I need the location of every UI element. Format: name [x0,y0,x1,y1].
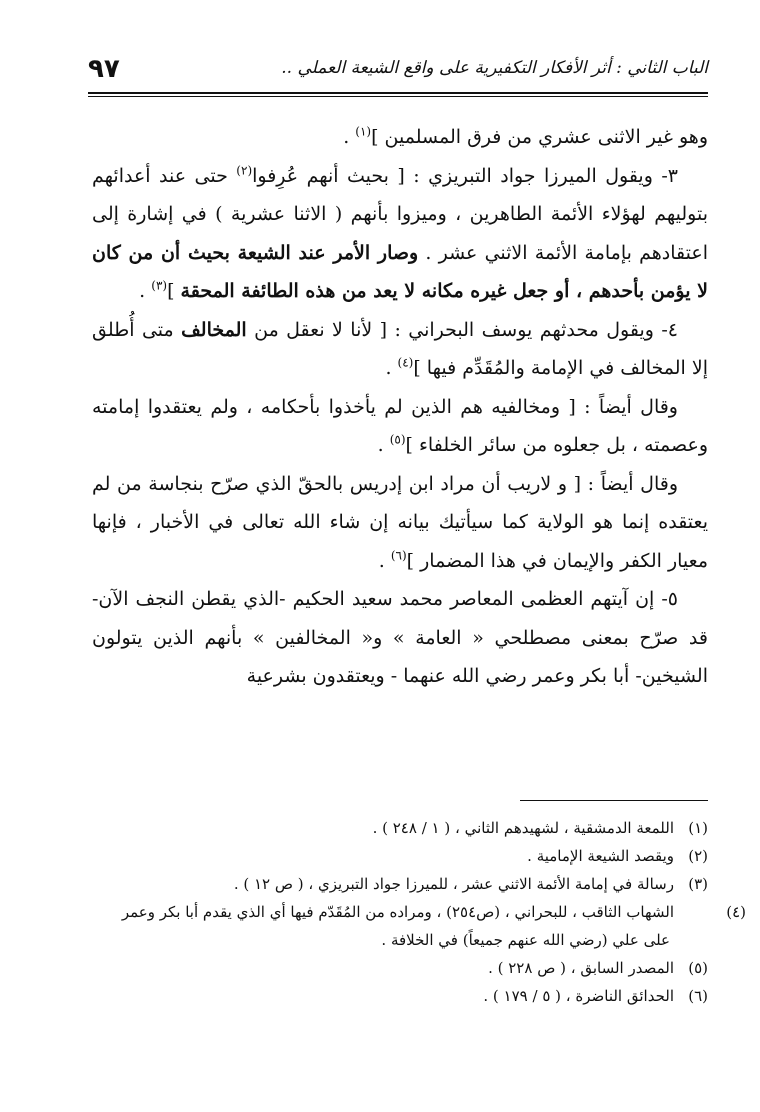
bold-emphasis: المخالف [181,318,247,341]
footnote-ref: (٤) [397,355,414,370]
footnote-ref: (٦) [390,548,407,563]
footnote-item: (١)اللمعة الدمشقية ، لشهيدهم الثاني ، ( ١ / ٢٤٨ ) . [372,819,708,837]
paragraph-3: ٤- ويقول محدثهم يوسف البحراني : [ لأنا لا نعقل من المخالف متى أُطلق إلا المخالف في الإمامة والمُقَدِّم فيها ]$^{(٤)}$ . [92,318,708,379]
page-header [88,52,708,88]
footnote-ref: (١) [355,124,372,139]
paragraph-2: ٣- ويقول الميرزا جواد التبريزي : [ بحيث أنهم عُرِفوا$^{(٢)}$ حتى عند أعدائهم بتوليهم لهؤلاء الأئمة الطاهرين ، وميزوا بأنهم ( الاثنا عشرية ) في إشارة إلى اعتقادهم بإمامة الأئمة الاثني عشر . وصار الأمر عند الشيعة بحيث أن من كان لا يؤمن بأحدهم ، أو جعل غيره مكانه لا يعد من هذه الطائفة المحقة ]$^{(٣)}$ . [92,163,708,302]
footnote-item: (٣)رسالة في إمامة الأئمة الاثني عشر ، للميرزا جواد التبريزي ، ( ص ١٢ ) . [233,875,708,893]
header-rule [88,92,708,94]
footnote-separator [520,800,708,801]
running-title: الباب الثاني : أثر الأفكار التكفيرية على واقع الشيعة العملي .. [281,58,708,78]
page-number: ٩٧ [88,54,120,84]
footnote-ref: (٢) [236,163,253,178]
footnotes [96,814,746,1010]
footnote-ref: (٥) [389,432,406,447]
main-text [92,118,708,696]
footnote-item: (٥)المصدر السابق ، ( ص ٢٢٨ ) . [488,959,708,977]
paragraph-1: وهو غير الاثنى عشري من فرق المسلمين ]$^{(١)}$ . [343,124,708,148]
footnote-ref: (٣) [151,278,168,293]
bold-emphasis: وصار الأمر عند الشيعة بحيث أن من كان لا يؤمن بأحدهم ، أو جعل غيره مكانه لا يعد من هذه الطائفة المحقة [92,241,708,302]
footnote-item: (٦)الحدائق الناضرة ، ( ٥ / ١٧٩ ) . [483,987,708,1005]
paragraph-6: ٥- إن آيتهم العظمى المعاصر محمد سعيد الحكيم -الذي يقطن النجف الآن- قد صرّح بمعنى مصطلحي « العامة » و« المخالفين » بأنهم الذين يتولون الشيخين- أبا بكر وعمر رضي الله عنهما - ويعتقدون بشرعية [92,588,708,687]
paragraph-5: وقال أيضاً : [ و لاريب أن مراد ابن إدريس بالحقّ الذي صرّح بنجاسة من لم يعتقده إنما هو الولاية كما سيأتيك بيانه إن شاء الله تعالى في الأخبار ، فإنها معيار الكفر والإيمان في هذا المضمار ]$^{(٦)}$ . [92,472,708,572]
footnote-item: (٢)ويقصد الشيعة الإمامية . [527,847,708,865]
header-rule-thin [88,96,708,97]
paragraph-4: وقال أيضاً : [ ومخالفيه هم الذين لم يأخذوا بأحكامه ، ولم يعتقدوا إمامته وعصمته ، بل جعلوه من سائر الخلفاء ]$^{(٥)}$ . [92,395,708,456]
footnote-item: (٤)الشهاب الثاقب ، للبحراني ، (ص٢٥٤) ، ومراده من المُقَدّم فيها أي الذي يقدم أبا بكر وعمر على علي (رضي الله عنهم جميعاً) في الخلافة . [121,903,746,949]
